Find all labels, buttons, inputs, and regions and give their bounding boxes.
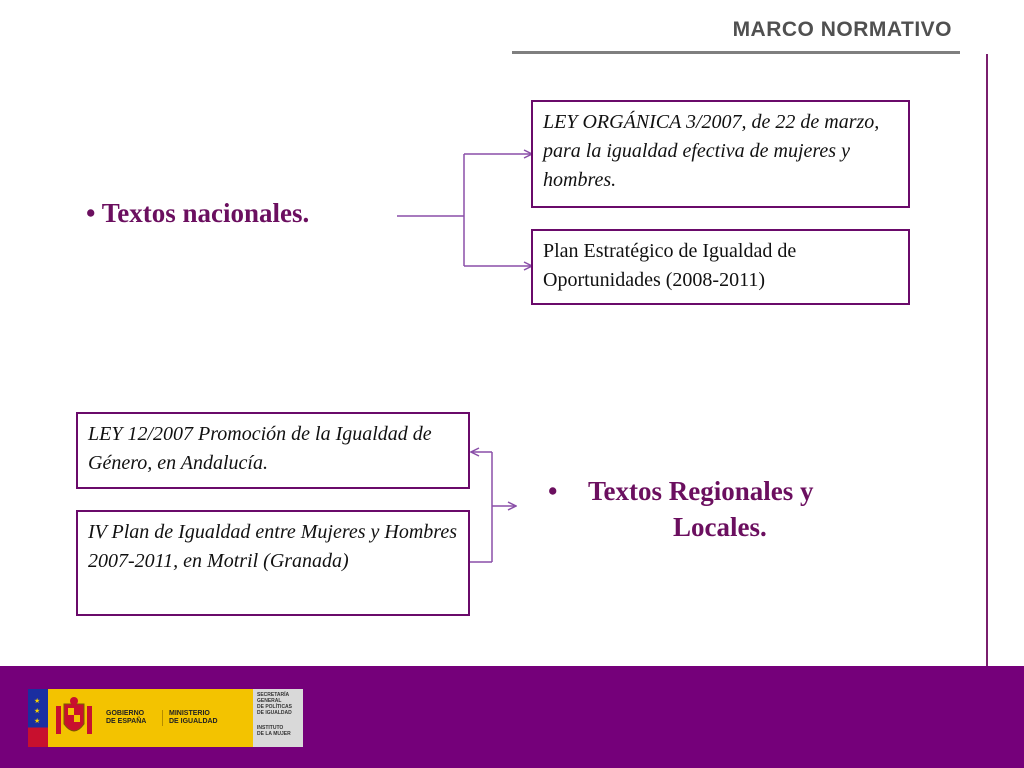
page-title: MARCO NORMATIVO bbox=[732, 18, 952, 41]
regional-bullet-line1: Textos Regionales y bbox=[588, 476, 814, 506]
regional-bullet-mark: • bbox=[548, 476, 558, 506]
secretaria-line-4: DE IGUALDAD bbox=[257, 710, 292, 716]
regional-bullet-line2: Locales. bbox=[673, 512, 767, 542]
instituto-line-2: DE LA MUJER bbox=[257, 731, 291, 737]
secretaria-line-3: DE POLÍTICAS bbox=[257, 704, 293, 710]
eu-flag-icon: ★ ★ ★ bbox=[28, 689, 48, 747]
footer-band bbox=[0, 666, 1024, 768]
plan-estrategico-box: Plan Estratégico de Igualdad de Oportunidades (2008-2011) bbox=[531, 229, 910, 305]
instituto-text bbox=[257, 725, 291, 737]
logo-grey-panel bbox=[253, 689, 303, 747]
instituto-line-1: INSTITUTO bbox=[257, 725, 284, 731]
gobierno-line-1: GOBIERNO bbox=[106, 710, 145, 717]
gobierno-line-2: DE ESPAÑA bbox=[106, 718, 147, 725]
gobierno-text bbox=[106, 710, 158, 726]
ministerio-text bbox=[162, 710, 239, 726]
ley-andalucia-box: LEY 12/2007 Promoción de la Igualdad de Género, en Andalucía. bbox=[76, 412, 470, 489]
secretaria-line-1: SECRETARÍA bbox=[257, 692, 290, 698]
coat-of-arms-icon bbox=[54, 696, 94, 740]
ley-organica-box: LEY ORGÁNICA 3/2007, de 22 de marzo, para la igualdad efectiva de mujeres y hombres. bbox=[531, 100, 910, 208]
ministerio-line-2: DE IGUALDAD bbox=[169, 718, 218, 725]
secretaria-text bbox=[257, 692, 292, 716]
logo-yellow-panel bbox=[48, 689, 253, 747]
national-bullet: • Textos nacionales. bbox=[86, 198, 310, 228]
ministerio-line-1: MINISTERIO bbox=[169, 710, 210, 717]
government-logo bbox=[28, 689, 303, 747]
plan-motril-box: IV Plan de Igualdad entre Mujeres y Hombres 2007-2011, en Motril (Granada) bbox=[76, 510, 470, 616]
secretaria-line-2: GENERAL bbox=[257, 698, 282, 704]
